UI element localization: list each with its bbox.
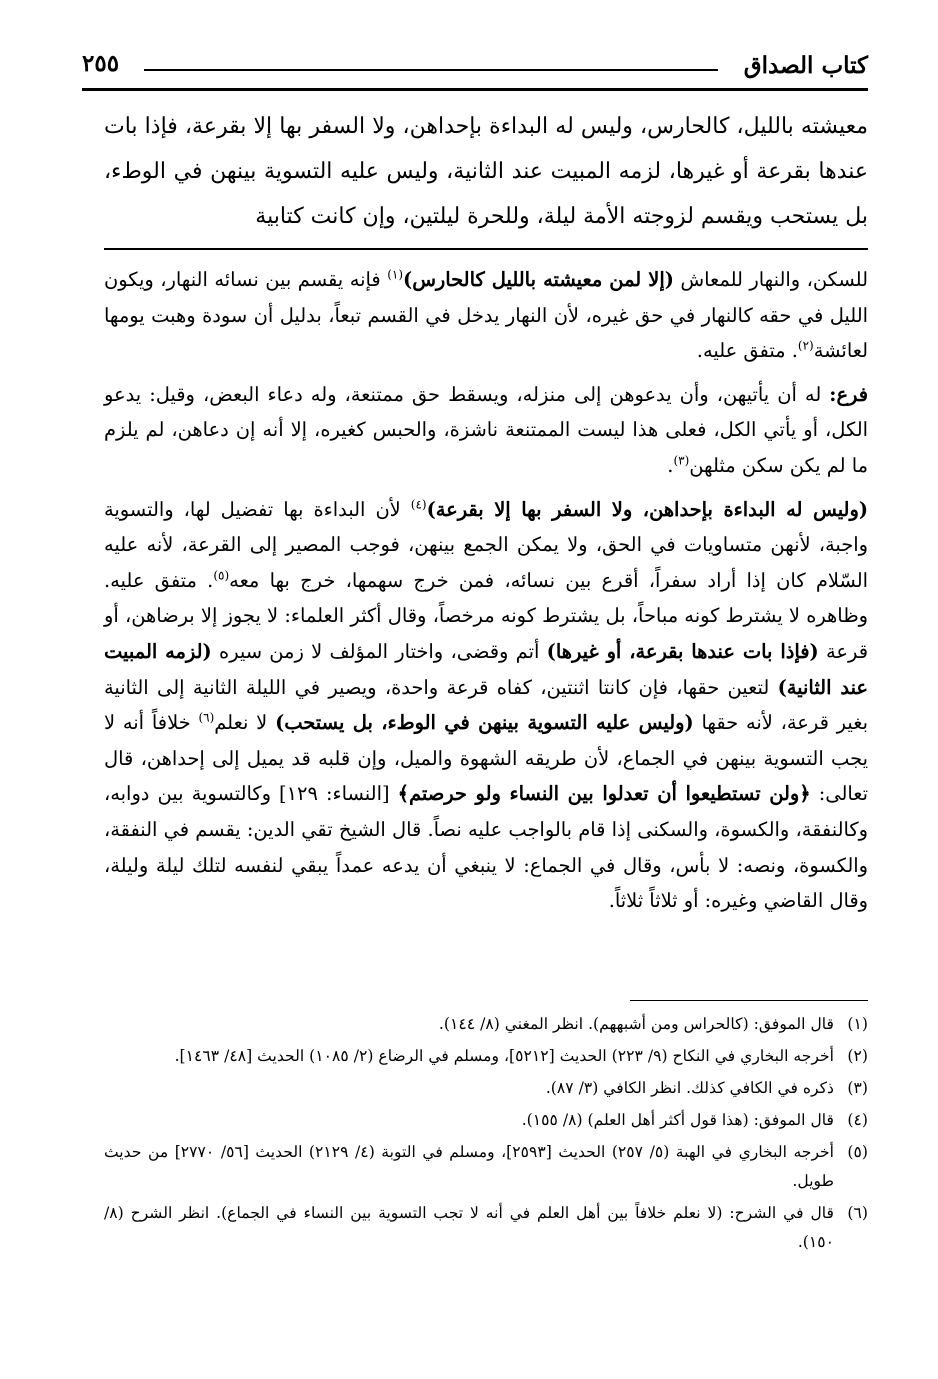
quran-verse: ﴿ولن تستطيعوا أن تعدلوا بين النساء ولو حرصتم﴾: [397, 782, 811, 806]
text-run: [النساء: ١٢٩] وكالتسوية بين دوابه، وكالنفقة، والكسوة، والسكنى إذا قام بالواجب عليه نصاً. قال الشيخ تقي الدين: يقسم في النفقة، والكسوة، ونصه: لا بأس، وقال في الجماع: لا ينبغي أن يدعه عمداً يبقي لنفسه لتلك ليلة وليلة، وقال القاضي وغيره: أو ثلاثاً ثلاثاً.: [104, 782, 868, 913]
footnote: [104, 1042, 868, 1071]
text-run: فإنه يقسم بين نسائه النهار، ويكون الليل في حقه كالنهار في حق غيره، لأن النهار يدخل في القسم تبعاً، بدليل أن سودة وهبت يومها لعائشة: [104, 268, 868, 363]
quoted-text: (وليس له البداءة بإحداهن، ولا السفر بها إلا بقرعة): [426, 497, 868, 521]
footnote: [104, 1138, 868, 1196]
page-number: ٢٥٥: [82, 50, 120, 77]
quoted-text: (إلا لمن معيشته بالليل كالحارس): [403, 268, 674, 291]
footnote-ref[interactable]: (٥): [213, 568, 230, 583]
text-run: .: [667, 453, 674, 477]
header-rule: [144, 69, 718, 71]
footnote-number: (٢): [847, 1047, 868, 1065]
footnotes: [104, 1010, 868, 1260]
footnote: [104, 1199, 868, 1257]
commentary: [104, 262, 868, 919]
text-run: . متفق عليه. وظاهره لا يشترط كونه مباحاً، بل يشترط كونه مرخصاً، وقال أكثر العلماء: لا يجوز إلا برضاهن، أو قرعة: [104, 568, 868, 663]
footnote-ref[interactable]: (٤): [410, 497, 427, 512]
commentary-paragraph: [104, 492, 868, 919]
commentary-paragraph: [104, 377, 868, 484]
text-run: للسكن، والنهار للمعاش: [680, 268, 868, 291]
footnote-text: ذكره في الكافي كذلك. انظر الكافي (٣/ ٨٧).: [545, 1079, 834, 1097]
footnote-number: (١): [847, 1015, 868, 1033]
footnote-number: (٦): [847, 1204, 868, 1222]
main-text-paragraph: معيشته بالليل، كالحارس، وليس له البداءة بإحداهن، ولا السفر بها إلا بقرعة، فإذا بات عندها بقرعة أو غيرها، لزمه المبيت عند الثانية، وليس عليه التسوية بينهن في الوطء، بل يستحب ويقسم لزوجته الأمة ليلة، وللحرة ليلتين، وإن كانت كتابية: [104, 114, 869, 229]
footnote-ref[interactable]: (١): [387, 267, 404, 282]
footnote-ref[interactable]: (٣): [673, 453, 690, 468]
quoted-text: (فإذا بات عندها بقرعة، أو غيرها): [546, 639, 819, 663]
book-title: كتاب الصداق: [743, 52, 868, 79]
page-header: [82, 50, 868, 90]
footnote-text: أخرجه البخاري في الهبة (٥/ ٢٥٧) الحديث [٢٥٩٣]، ومسلم في التوبة (٤/ ٢١٢٩) الحديث [٥٦/ ٢٧٧٠] من حديث طويل.: [104, 1143, 835, 1190]
footnote-text: أخرجه البخاري في النكاح (٩/ ٢٢٣) الحديث [٥٢١٢]، ومسلم في الرضاع (٢/ ١٠٨٥) الحديث [٤٨/ ١٤٦٣].: [174, 1047, 834, 1065]
text-run: أتم وقضى، واختار المؤلف لا زمن سيره: [219, 639, 540, 663]
footnote-ref[interactable]: (٢): [797, 338, 814, 353]
footnotes-divider: [630, 1000, 868, 1001]
branch-label: فرع:: [829, 382, 868, 406]
footnote-number: (٣): [847, 1079, 868, 1097]
text-run: له أن يأتيهن، وأن يدعوهن إلى منزله، ويسقط حق ممتنعة، وله دعاء البعض، وقيل: يدعو الكل، أو يأتي الكل، فعلى هذا ليست الممتنعة ناشزة، والحبس كغيره، إلا أنه إن دعاهن، لم يلزم ما لم يكن سكن مثلهن: [104, 382, 868, 477]
footnote-text: قال الموفق: (كالحراس ومن أشبههم). انظر المغني (٨/ ١٤٤).: [438, 1015, 834, 1033]
text-run: . متفق عليه.: [696, 339, 798, 363]
text-run: لأن البداءة بها تفضيل لها، والتسوية واجبة، لأنهن متساويات في الحق، ولا يمكن الجمع بينهن، فوجب المصير إلى القرعة، لأنه عليه السّلام كان إذا أراد سفراً، أقرع بين نسائه، فمن خرج سهمها، خرج بها معه: [104, 497, 868, 592]
text-run: لا نعلم: [214, 711, 268, 735]
footnote: [104, 1010, 868, 1039]
footnote-number: (٥): [847, 1143, 868, 1161]
commentary-paragraph: [104, 262, 868, 369]
quoted-text: (وليس عليه التسوية بينهن في الوطء، بل يستحب): [275, 711, 694, 735]
text-commentary-divider: [104, 248, 868, 250]
text-run: لتعين حقها، فإن كانتا اثنتين، كفاه قرعة واحدة، ويصير في الليلة الثانية إلى الثانية بغير قرعة، لأنه حقها: [104, 675, 868, 735]
footnote-text: قال الموفق: (هذا قول أكثر أهل العلم) (٨/ ١٥٥).: [521, 1111, 834, 1129]
footnote-number: (٤): [847, 1111, 868, 1129]
footnote: [104, 1074, 868, 1103]
footnote-ref[interactable]: (٦): [198, 710, 215, 725]
footnote-text: قال في الشرح: (لا نعلم خلافاً بين أهل العلم في أنه لا تجب التسوية بين النساء في الجماع). انظر الشرح (٨/ ١٥٠).: [104, 1204, 834, 1251]
footnote: [104, 1106, 868, 1135]
text-run: خلافاً أنه لا يجب التسوية بينهن في الجماع، لأن طريقه الشهوة والميل، وإن قلبه قد يميل إلى إحداهن، قال تعالى:: [104, 711, 869, 806]
header-divider: [82, 88, 868, 91]
main-text: [104, 104, 868, 239]
quoted-text: (لزمه المبيت عند الثانية): [104, 639, 868, 699]
